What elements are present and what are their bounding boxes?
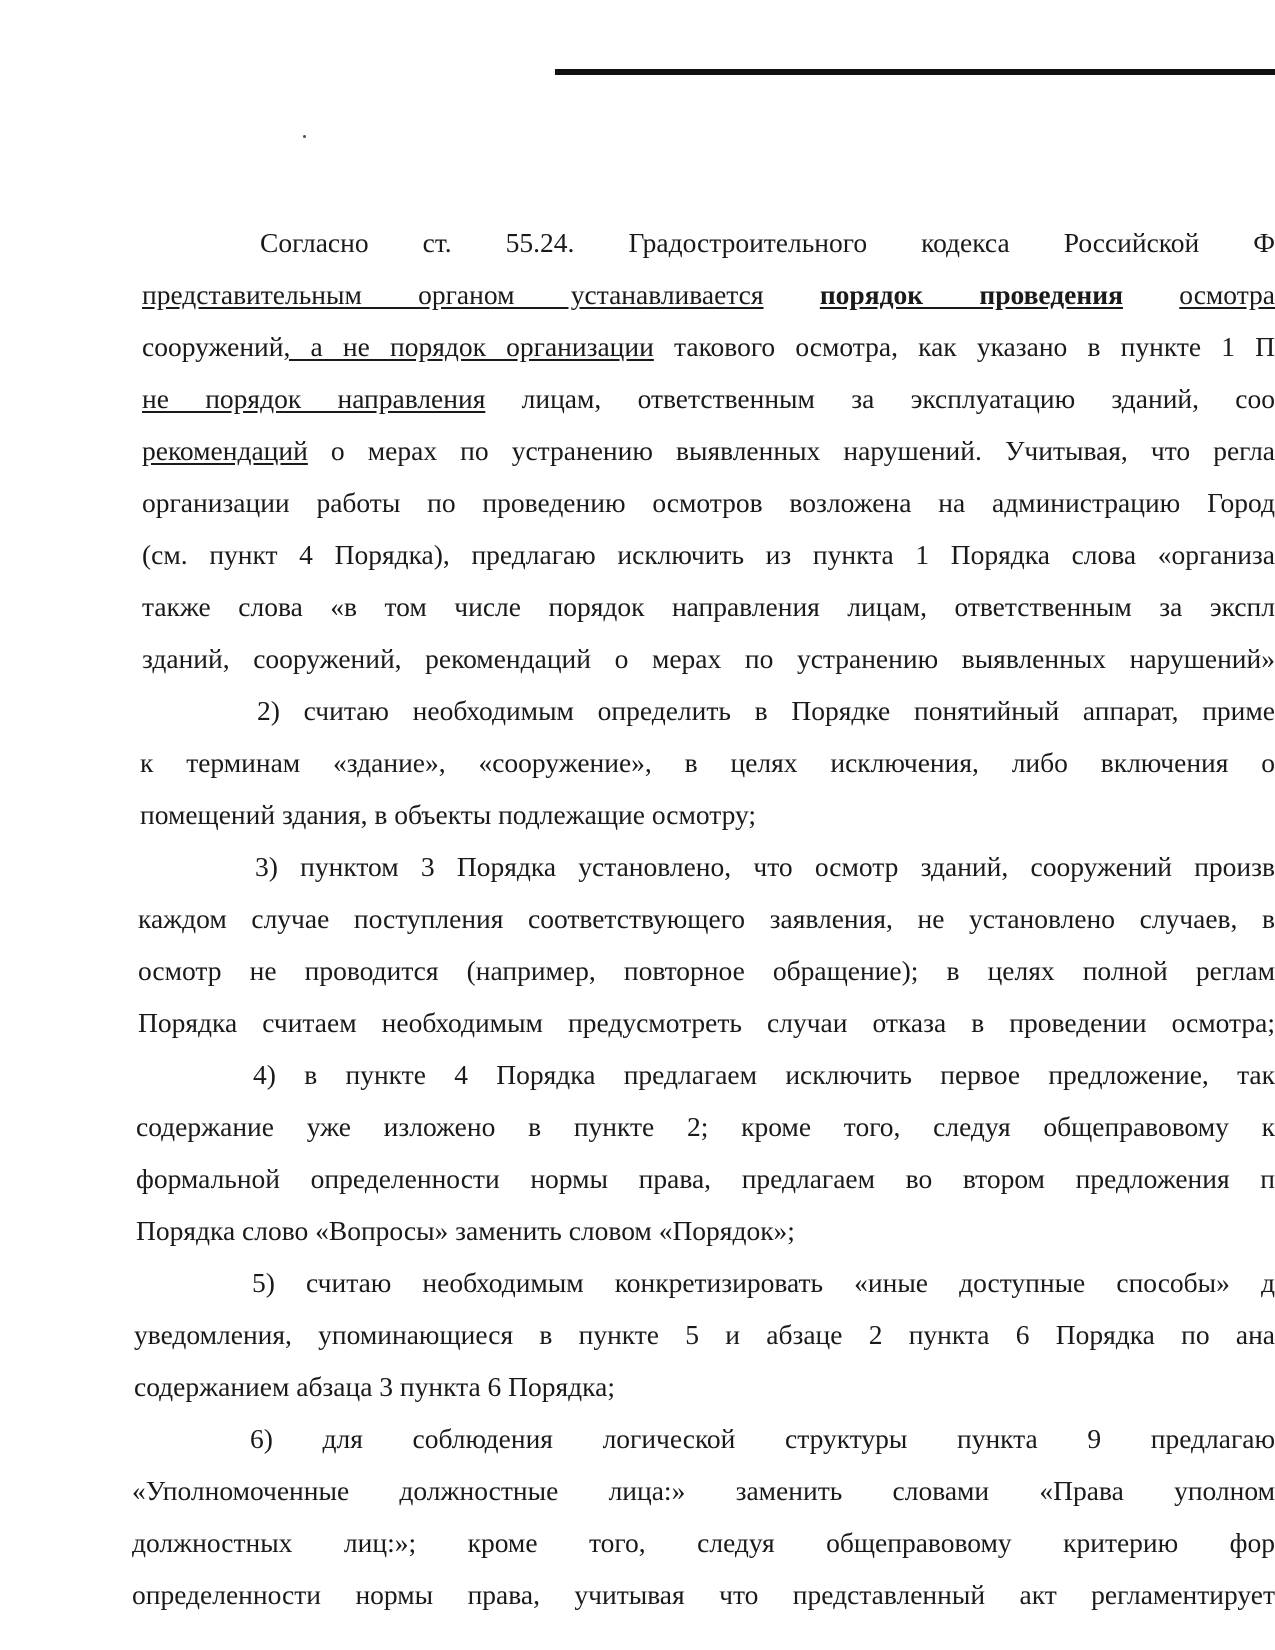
intro-line-1: Согласно ст. 55.24. Градостроительного кодекса Российской Ф [260,227,1275,258]
intro-line-5-part-a: рекомендаций [142,435,308,466]
intro-line-3-part-a: сооружений [142,331,284,362]
intro-line-3 [142,330,1275,364]
item5-line-2: уведомления, упоминающиеся в пункте 5 и абзаце 2 пункта 6 Порядка по ана [134,1319,1275,1350]
intro-line-3-part-b: , а не порядок организации [283,331,654,362]
item2-line-3: помещений здания, в объекты подлежащие осмотру; [140,799,757,830]
intro-line-4-part-a: не порядок направления [142,383,486,414]
item2-line-1: 2) считаю необходимым определить в Порядке понятийный аппарат, приме [257,695,1275,726]
item4-line-1: 4) в пункте 4 Порядка предлагаем исключить первое предложение, так [253,1059,1275,1090]
item2-line-2: к терминам «здание», «сооружение», в целях исключения, либо включения о [140,747,1275,778]
item3-line-1: 3) пунктом 3 Порядка установлено, что осмотр зданий, сооружений произв [255,851,1275,882]
item5-line-1: 5) считаю необходимым конкретизировать «иные доступные способы» д [252,1267,1275,1298]
item4-line-3: формальной определенности нормы права, предлагаем во втором предложения п [136,1163,1275,1194]
item3-line-3: осмотр не проводится (например, повторное обращение); в целях полной реглам [138,955,1275,986]
intro-line-2 [142,278,1275,312]
intro-line-5 [142,434,1275,468]
item5-line-3: содержанием абзаца 3 пункта 6 Порядка; [134,1371,615,1402]
intro-line-7: (см. пункт 4 Порядка), предлагаю исключить из пункта 1 Порядка слова «организа [142,539,1275,570]
intro-line-2-part-c: осмотра [1179,279,1275,310]
item6-line-2: «Уполномоченные должностные лица:» заменить словами «Права уполном [132,1475,1275,1506]
item6-line-1: 6) для соблюдения логической структуры пункта 9 предлагаю [250,1423,1275,1454]
item4-line-2: содержание уже изложено в пункте 2; кроме того, следуя общеправовому к [136,1111,1275,1142]
intro-line-2-part-a: представительным органом устанавливается [142,279,764,310]
item4-line-4: Порядка слово «Вопросы» заменить словом «Порядок»; [136,1215,795,1246]
item6-line-3: должностных лиц:»; кроме того, следуя общеправовому критерию фор [132,1527,1275,1558]
item6-line-4: определенности нормы права, учитывая что представленный акт регламентирует [132,1579,1275,1610]
intro-line-6: организации работы по проведению осмотров возложена на администрацию Город [142,487,1275,518]
intro-line-9: зданий, сооружений, рекомендаций о мерах по устранению выявленных нарушений» [142,643,1275,674]
intro-line-3-part-c: такового осмотра, как указано в пункте 1 П [674,331,1275,362]
intro-line-4-part-b: лицам, ответственным за эксплуатацию зданий, соо [521,383,1275,414]
intro-line-5-part-b: о мерах по устранению выявленных нарушений. Учитывая, что регла [330,435,1275,466]
intro-line-2-part-b: порядок проведения [819,279,1123,310]
item3-line-2: каждом случае поступления соответствующего заявления, не установлено случаев, в [138,903,1275,934]
intro-line-8: также слова «в том числе порядок направления лицам, ответственным за экспл [142,591,1275,622]
item3-line-4: Порядка считаем необходимым предусмотреть случаи отказа в проведении осмотра; [138,1007,1275,1038]
intro-line-4 [142,382,1275,416]
